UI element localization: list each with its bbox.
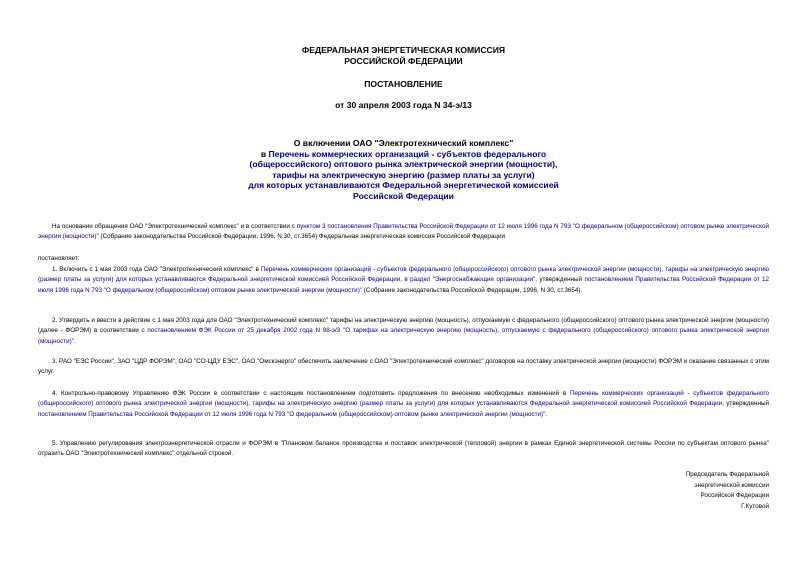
item-1-text-3: (Собрание законодательства Российской Федерации, 1996, N 30, ст.3654). — [362, 286, 583, 294]
item-2-text-2: . — [73, 337, 76, 345]
document-title — [0, 138, 807, 201]
document-type: ПОСТАНОВЛЕНИЕ — [364, 79, 443, 89]
title-prefix: в — [260, 148, 269, 159]
item-5-paragraph: 5. Управлению регулирования электроэнергетической отрасли и ФОРЭМ в "Плановом балансе производства и поставок электрической (тепловой) энергии в рамках Единой энергетической системы России по субъектам оптового рынка" отразить ОАО "Электротехнический комплекс" отдельной строкой. — [38, 440, 769, 458]
item-2-link-fek-decree[interactable]: с постановлением ФЭК России от 25 декабря 2002 года N 98-э/3 "О тарифах на электрическую энергию (мощность), отпускаемую с федерального (общероссийского) оптового рынка электрической энергии (мощности)" — [38, 327, 770, 345]
issuer-line-2: РОССИЙСКОЙ ФЕДЕРАЦИИ — [344, 55, 463, 66]
title-line-6[interactable]: Российской Федерации — [353, 190, 454, 201]
title-line-4[interactable]: тарифы на электрическую энергию (размер платы за услуги) — [272, 169, 535, 180]
document-date: от 30 апреля 2003 года N 34-э/13 — [335, 100, 472, 110]
item-3-paragraph: 3. РАО "ЕЭС России", ЗАО "ЦДР ФОРЭМ", ОАО "СО-ЦДУ ЕЭС", ОАО "Омскэнерго" обеспечить заключение с ОАО "Электротехнический комплекс" договоров на поставку электрической энергии (мощности) ФОРЭМ и оказание связанных с этим услуг. — [38, 358, 769, 376]
issuer-name — [0, 45, 807, 66]
title-line-1: О включении ОАО "Электротехнический комплекс" — [293, 138, 514, 148]
title-link-list[interactable]: Перечень коммерческих организаций - субъектов федерального — [268, 148, 547, 159]
item-2-paragraph — [38, 316, 769, 347]
item-1-link-decree-793[interactable]: постановлением Правительства Российской Федерации от 12 июля 1996 года N 793 "О федеральном (общероссийском) оптовом рынке электрической энергии (мощности)" — [38, 276, 770, 294]
signature-block — [686, 470, 769, 512]
preamble-link-decree-793[interactable]: пунктом 3 постановления Правительства Российской Федерации от 12 июля 1996 года N 793 "О федеральном (общероссийском) оптовом рынке электрической энергии (мощности)" — [38, 223, 769, 241]
item-1-text-1: 1. Включить с 1 мая 2003 года ОАО "Электротехнический комплекс" в — [52, 266, 261, 273]
item-4-paragraph — [38, 389, 769, 420]
item-4-text-3: . — [545, 410, 548, 418]
signature-line-2: энергетической комиссии — [694, 481, 769, 489]
item-4-link-list[interactable]: Перечень коммерческих организаций - субъектов федерального (общероссийского) оптового рынка электрической энергии (мощности), тарифы на электрическую энергию (размер платы за услуги) для которых устанавливаются Федеральной энергетической комиссией Российской Федерации — [38, 390, 770, 408]
title-line-2 — [0, 149, 807, 160]
title-line-5[interactable]: для которых устанавливаются Федеральной энергетической комиссией — [248, 180, 559, 190]
preamble-text-1: На основании обращения ОАО "Электротехнический комплекс" и в соответствии с — [52, 223, 297, 230]
signature-name: Г.Кутовой — [741, 502, 769, 510]
item-4-text-2: , утвержденный — [722, 400, 769, 408]
preamble-text-2: (Собрание законодательства Российской Федерации, 1996, N 30, ст.3654) Федеральная энергетическая комиссия Российской Федерации — [98, 233, 506, 241]
item-1-text-2: , утвержденный — [535, 276, 585, 284]
decree-word: постановляет: — [38, 255, 80, 262]
item-1-link-list[interactable]: Перечень коммерческих организаций - субъектов федерального (общероссийского) оптового рынка электрической энергии (мощности), тарифы на электрическую энергию (размер платы за услуги) для которых устанавливаются Федеральной энергетической комиссией Российской Федерации, в раздел "Энергоснабжающие организации" — [38, 266, 770, 284]
signature-line-1: Председатель Федеральной — [685, 471, 769, 478]
item-2-text-1: 2. Утвердить и ввести в действие с 1 мая 2003 года для ОАО "Электротехнический комплекс" тарифы на электрическую энергию (мощность), отпускаемую с федерального (общероссийского) оптового рынка электрической энергии (мощности) (далее - ФОРЭМ) в соответствии — [38, 317, 769, 335]
issuer-line-1: ФЕДЕРАЛЬНАЯ ЭНЕРГЕТИЧЕСКАЯ КОМИССИЯ — [301, 45, 506, 55]
item-1-paragraph — [38, 265, 769, 296]
item-4-link-decree-793[interactable]: постановлением Правительства Российской Федерации от 12 июля 1996 года N 793 "О федеральном (общероссийском) оптовом рынке электрической энергии (мощности)" — [38, 410, 546, 418]
signature-line-3: Российской Федерации — [700, 492, 769, 500]
item-4-text-1: 4. Контрольно-правовому Управлению ФЭК России в соответствии с настоящим постановлением подготовить предложения по внесению необходимых изменений в — [52, 390, 570, 397]
title-line-3[interactable]: (общероссийского) оптового рынка электрической энергии (мощности), — [249, 159, 558, 169]
preamble-paragraph — [38, 222, 769, 243]
